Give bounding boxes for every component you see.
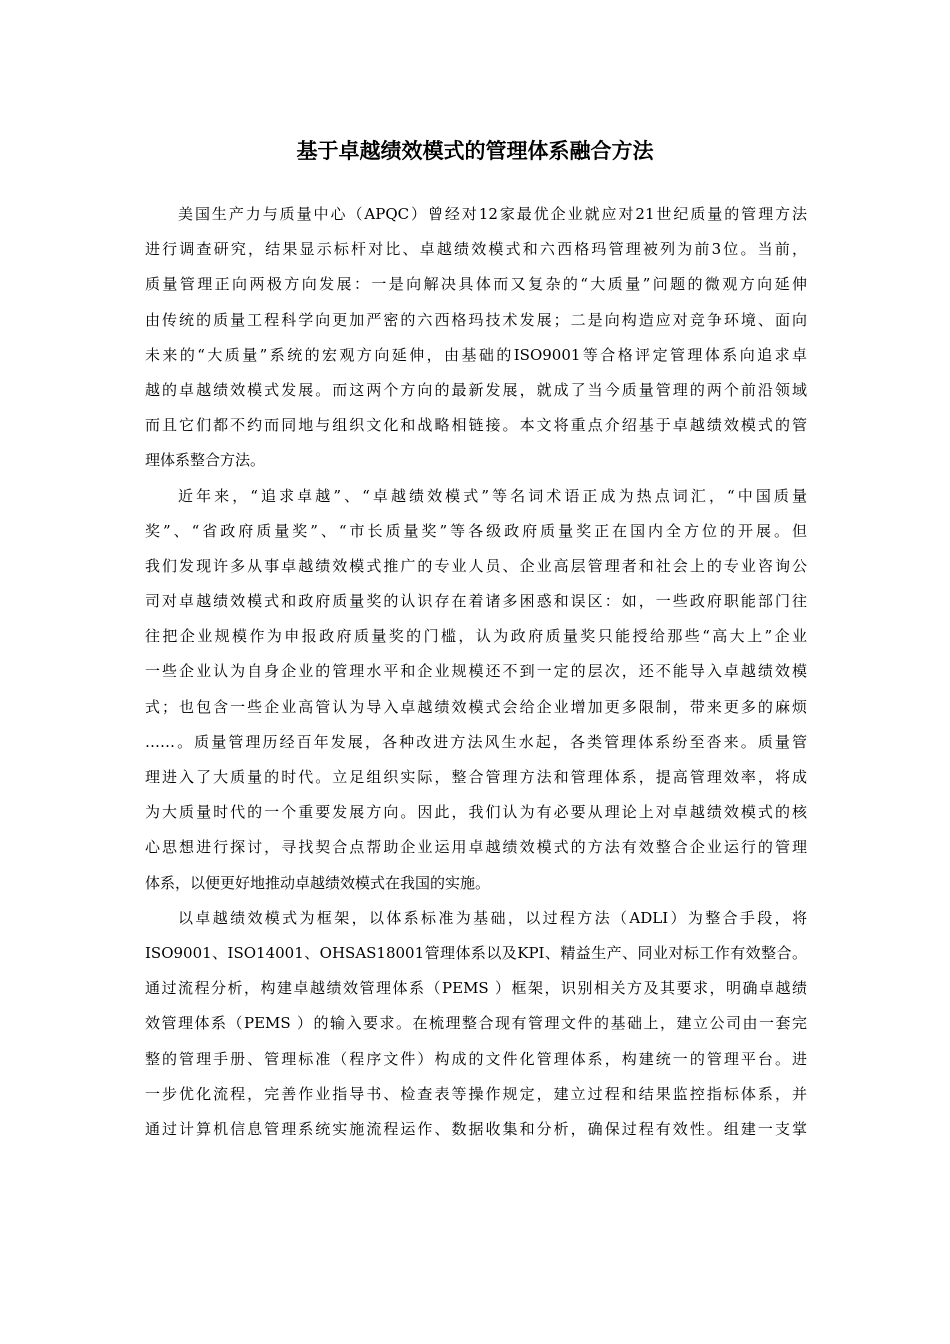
paragraph-1-line-4: 由传统的质量工程科学向更加严密的六西格玛技术发展；二是向构造应对竞争环境、面向 — [145, 310, 807, 329]
paragraph-2-line-6: 一些企业认为自身企业的管理水平和企业规模还不到一定的层次，还不能导入卓越绩效模 — [145, 662, 807, 681]
paragraph-1-line-7: 而且它们都不约而同地与组织文化和战略相链接。本文将重点介绍基于卓越绩效模式的管 — [145, 416, 807, 435]
paragraph-3-line-6: 一步优化流程，完善作业指导书、检查表等操作规定，建立过程和结果监控指标体系，并 — [145, 1084, 807, 1103]
paragraph-2-line-12: 体系，以便更好地推动卓越绩效模式在我国的实施。 — [145, 873, 491, 892]
paragraph-3-line-2: ISO9001、ISO14001、OHSAS18001管理体系以及KPI、精益生产、同业对标工作有效整合。 — [145, 943, 807, 962]
paragraph-1-line-5: 未来的“大质量”系统的宏观方向延伸，由基础的ISO9001等合格评定管理体系向追求卓 — [145, 345, 807, 364]
paragraph-1-line-1: 美国生产力与质量中心（APQC）曾经对12家最优企业就应对21世纪质量的管理方法 — [178, 205, 807, 223]
paragraph-3-line-4: 效管理体系（PEMS ）的输入要求。在梳理整合现有管理文件的基础上，建立公司由一套完 — [145, 1014, 807, 1033]
paragraph-2-line-8: ……。质量管理历经百年发展，各种改进方法风生水起，各类管理体系纷至沓来。质量管 — [145, 732, 807, 751]
document-title: 基于卓越绩效模式的管理体系融合方法 — [296, 139, 654, 163]
paragraph-2-line-10: 为大质量时代的一个重要发展方向。因此，我们认为有必要从理论上对卓越绩效模式的核 — [145, 803, 807, 822]
paragraph-3-line-1: 以卓越绩效模式为框架，以体系标准为基础，以过程方法（ADLI）为整合手段，将 — [178, 908, 807, 927]
paragraph-2-line-7: 式；也包含一些企业高管认为导入卓越绩效模式会给企业增加更多限制，带来更多的麻烦 — [145, 697, 807, 716]
paragraph-2-line-11: 心思想进行探讨，寻找契合点帮助企业运用卓越绩效模式的方法有效整合企业运行的管理 — [145, 838, 807, 857]
paragraph-2-line-2: 奖”、“省政府质量奖”、“市长质量奖”等各级政府质量奖正在国内全方位的开展。但 — [145, 521, 807, 540]
paragraph-1-line-2: 进行调查研究，结果显示标杆对比、卓越绩效模式和六西格玛管理被列为前3位。当前， — [145, 240, 807, 259]
paragraph-3-line-7: 通过计算机信息管理系统实施流程运作、数据收集和分析，确保过程有效性。组建一支掌 — [145, 1119, 807, 1138]
paragraph-2-line-4: 司对卓越绩效模式和政府质量奖的认识存在着诸多困惑和误区：如，一些政府职能部门往 — [145, 592, 807, 611]
paragraph-2-line-1: 近年来，“追求卓越”、“卓越绩效模式”等名词术语正成为热点词汇，“中国质量 — [178, 486, 807, 505]
paragraph-1-line-8: 理体系整合方法。 — [145, 451, 266, 470]
paragraph-3-line-5: 整的管理手册、管理标准（程序文件）构成的文件化管理体系，构建统一的管理平台。进 — [145, 1049, 807, 1068]
paragraph-2-line-5: 往把企业规模作为申报政府质量奖的门槛，认为政府质量奖只能授给那些“高大上”企业 — [145, 627, 807, 646]
paragraph-1-line-3: 质量管理正向两极方向发展：一是向解决具体而又复杂的“大质量”问题的微观方向延伸 — [145, 275, 807, 294]
document-body — [145, 197, 807, 1147]
paragraph-2-line-3: 我们发现许多从事卓越绩效模式推广的专业人员、企业高层管理者和社会上的专业咨询公 — [145, 556, 807, 575]
paragraph-3-line-3: 通过流程分析，构建卓越绩效管理体系（PEMS ）框架，识别相关方及其要求，明确卓越绩 — [145, 979, 807, 998]
paragraph-2-line-9: 理进入了大质量的时代。立足组织实际，整合管理方法和管理体系，提高管理效率，将成 — [145, 768, 807, 786]
paragraph-1-line-6: 越的卓越绩效模式发展。而这两个方向的最新发展，就成了当今质量管理的两个前沿领域 — [145, 380, 807, 399]
